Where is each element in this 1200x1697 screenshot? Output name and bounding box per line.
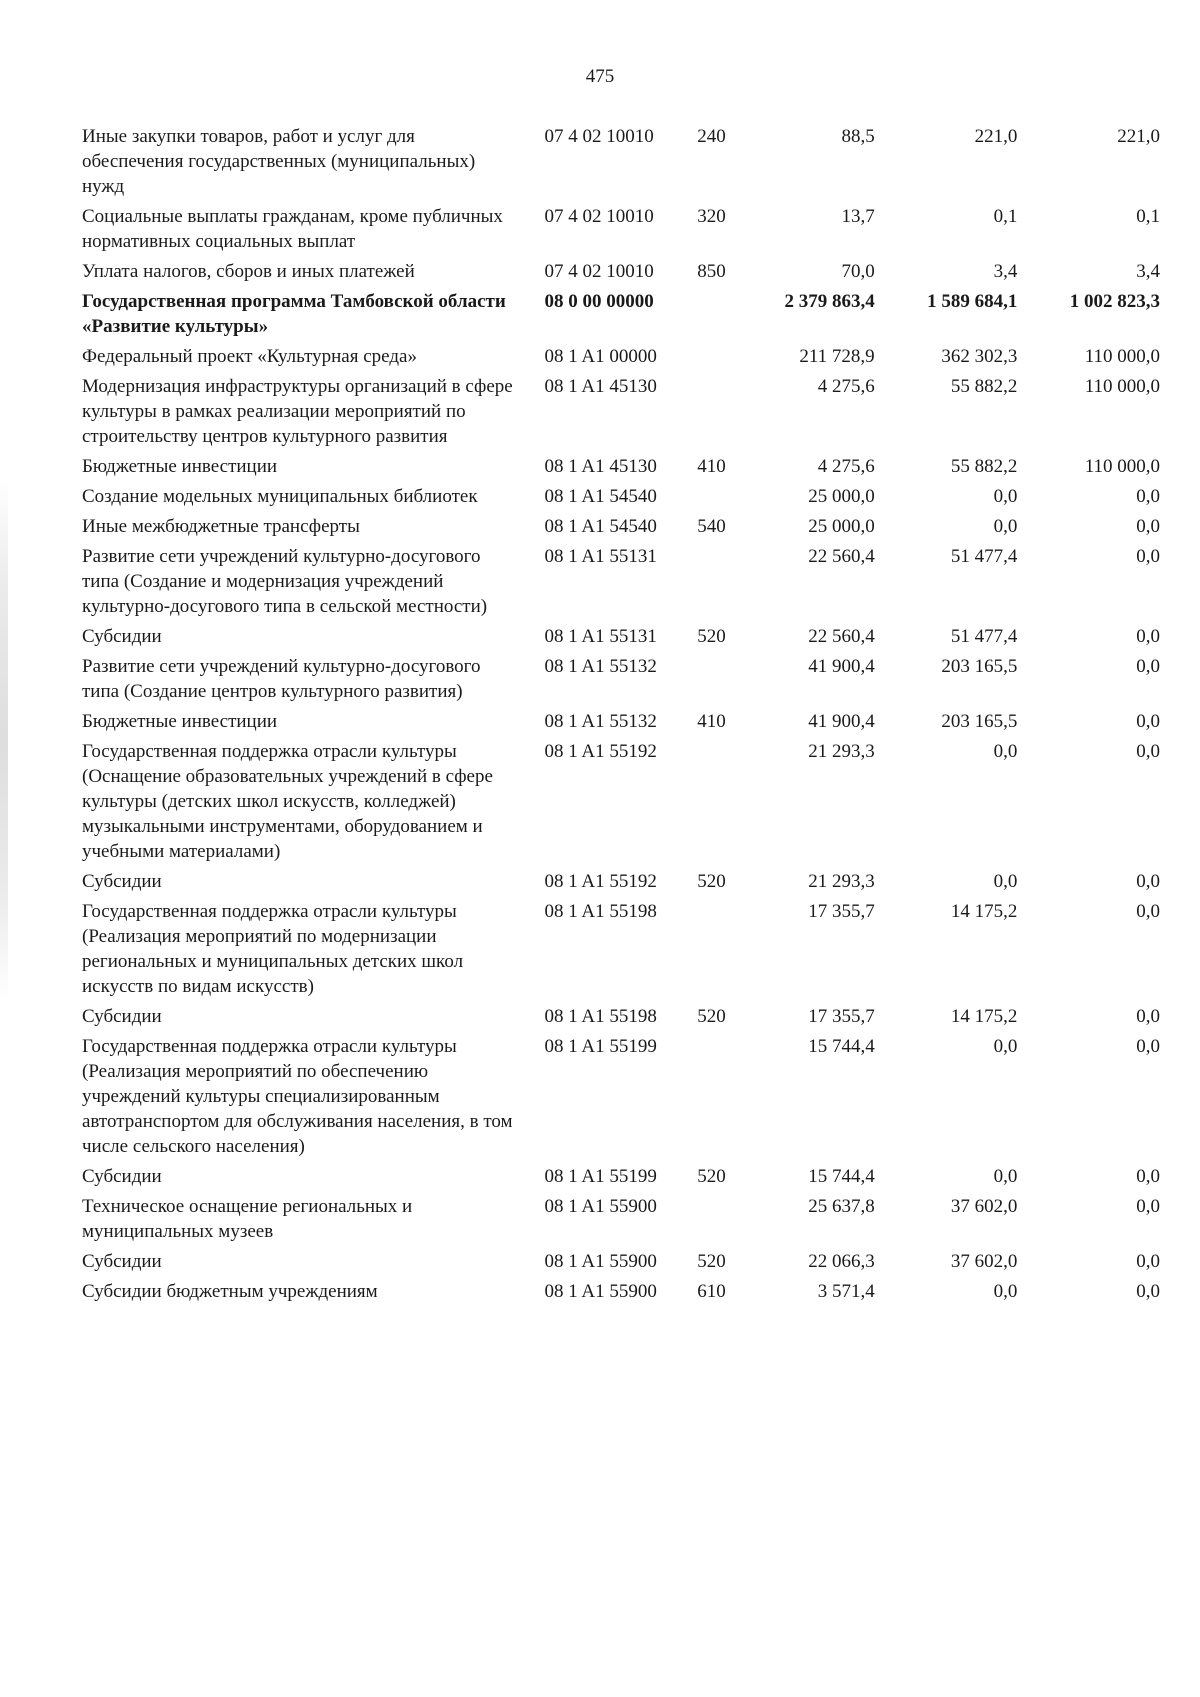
row-code-text: 08 1 A1 55199 <box>544 1036 657 1057</box>
row-name-cell <box>82 1249 538 1279</box>
row-name-cell <box>82 869 538 899</box>
row-name-text: Государственная программа Тамбовской области «Развитие культуры» <box>82 291 506 337</box>
row-value-2024-text: 0,0 <box>1136 516 1160 537</box>
row-value-2024-text: 0,0 <box>1136 1196 1160 1217</box>
row-value-2022-cell <box>747 739 874 869</box>
row-name-cell <box>82 344 538 374</box>
row-name-text: Развитие сети учреждений культурно-досугового типа (Создание и модернизация учреждений культурно-досугового типа в сельской местности) <box>82 546 488 617</box>
row-value-2023-text: 0,1 <box>993 206 1018 227</box>
row-value-2024-cell <box>1017 1034 1160 1164</box>
row-code-text: 08 1 A1 55132 <box>544 656 657 677</box>
row-code-cell <box>538 124 691 204</box>
row-value-2024-cell <box>1017 289 1160 344</box>
row-value-2024-text: 0,0 <box>1136 871 1160 892</box>
row-value-2024-cell <box>1017 869 1160 899</box>
row-code-text: 08 1 A1 55131 <box>544 546 657 567</box>
row-value-2023-cell <box>875 869 1018 899</box>
row-name-cell <box>82 514 538 544</box>
row-name-text: Субсидии <box>82 1006 162 1027</box>
row-code-cell <box>538 1249 691 1279</box>
row-value-2022-cell <box>747 204 874 259</box>
row-code-cell <box>538 709 691 739</box>
row-value-2023-cell <box>875 1249 1018 1279</box>
row-code-cell <box>538 204 691 259</box>
row-value-2022-cell <box>747 1194 874 1249</box>
row-value-2023-text: 1 589 684,1 <box>927 291 1018 312</box>
row-type-cell <box>691 344 747 374</box>
row-value-2023-cell <box>875 204 1018 259</box>
row-value-2024-text: 0,0 <box>1136 711 1160 732</box>
row-value-2022-text: 17 355,7 <box>808 1006 875 1027</box>
row-value-2024-cell <box>1017 514 1160 544</box>
row-value-2022-cell <box>747 1249 874 1279</box>
row-code-cell <box>538 739 691 869</box>
row-value-2023-text: 362 302,3 <box>941 346 1018 367</box>
row-value-2022-text: 22 560,4 <box>808 626 875 647</box>
row-value-2024-text: 0,0 <box>1136 1251 1160 1272</box>
row-code-text: 08 1 A1 55131 <box>544 626 657 647</box>
row-value-2024-text: 221,0 <box>1117 126 1160 147</box>
row-type-text: 520 <box>697 1166 726 1187</box>
row-value-2023-text: 0,0 <box>993 1036 1018 1057</box>
row-value-2023-text: 37 602,0 <box>950 1196 1018 1217</box>
row-value-2023-cell <box>875 544 1018 624</box>
row-name-text: Субсидии <box>82 626 162 647</box>
row-value-2023-text: 37 602,0 <box>950 1251 1018 1272</box>
row-type-text: 410 <box>697 456 726 477</box>
row-value-2022-cell <box>747 624 874 654</box>
row-type-cell <box>691 1194 747 1249</box>
row-value-2024-text: 0,0 <box>1136 1036 1160 1057</box>
row-value-2024-text: 0,0 <box>1136 486 1160 507</box>
table-row <box>82 514 1160 544</box>
row-name-cell <box>82 454 538 484</box>
row-code-text: 08 1 A1 45130 <box>544 456 657 477</box>
row-value-2024-text: 0,0 <box>1136 546 1160 567</box>
row-value-2022-text: 25 637,8 <box>808 1196 875 1217</box>
row-value-2022-text: 3 571,4 <box>817 1281 875 1302</box>
row-value-2024-cell <box>1017 709 1160 739</box>
row-name-cell <box>82 899 538 1004</box>
row-value-2024-text: 0,0 <box>1136 1281 1160 1302</box>
row-value-2022-cell <box>747 514 874 544</box>
table-row <box>82 124 1160 204</box>
row-name-cell <box>82 204 538 259</box>
row-value-2023-text: 55 882,2 <box>950 456 1018 477</box>
row-code-cell <box>538 484 691 514</box>
row-value-2022-cell <box>747 1164 874 1194</box>
row-value-2022-cell <box>747 869 874 899</box>
row-name-text: Социальные выплаты гражданам, кроме публичных нормативных социальных выплат <box>82 206 503 252</box>
row-value-2024-text: 0,0 <box>1136 626 1160 647</box>
row-value-2022-cell <box>747 374 874 454</box>
row-value-2022-cell <box>747 124 874 204</box>
row-type-text: 520 <box>697 626 726 647</box>
row-name-text: Субсидии <box>82 1251 162 1272</box>
row-name-cell <box>82 484 538 514</box>
row-value-2023-cell <box>875 454 1018 484</box>
row-value-2022-text: 88,5 <box>841 126 875 147</box>
row-value-2024-cell <box>1017 544 1160 624</box>
row-value-2022-cell <box>747 899 874 1004</box>
row-value-2022-cell <box>747 1279 874 1309</box>
row-value-2024-cell <box>1017 124 1160 204</box>
row-value-2024-cell <box>1017 739 1160 869</box>
row-value-2023-cell <box>875 654 1018 709</box>
row-name-text: Государственная поддержка отрасли культуры (Реализация мероприятий по модернизации региональных и муниципальных детских школ искусств по видам искусств) <box>82 901 464 997</box>
table-row <box>82 869 1160 899</box>
row-value-2022-cell <box>747 654 874 709</box>
row-name-text: Модернизация инфраструктуры организаций в сфере культуры в рамках реализации мероприятий по строительству центров культурного развития <box>82 376 513 447</box>
row-name-cell <box>82 1164 538 1194</box>
row-value-2024-text: 1 002 823,3 <box>1069 291 1160 312</box>
row-code-text: 08 1 A1 45130 <box>544 376 657 397</box>
row-type-cell <box>691 869 747 899</box>
table-row <box>82 1249 1160 1279</box>
row-value-2024-text: 0,0 <box>1136 901 1160 922</box>
row-type-cell <box>691 259 747 289</box>
row-value-2022-text: 13,7 <box>841 206 875 227</box>
row-value-2023-cell <box>875 344 1018 374</box>
row-value-2022-cell <box>747 1004 874 1034</box>
row-value-2024-text: 0,0 <box>1136 1006 1160 1027</box>
row-name-text: Бюджетные инвестиции <box>82 456 278 477</box>
table-row <box>82 344 1160 374</box>
row-value-2023-text: 51 477,4 <box>950 626 1018 647</box>
row-value-2023-cell <box>875 1279 1018 1309</box>
table-row <box>82 454 1160 484</box>
row-value-2022-text: 22 066,3 <box>808 1251 875 1272</box>
table-row <box>82 484 1160 514</box>
row-code-text: 08 1 A1 55900 <box>544 1196 657 1217</box>
row-value-2023-cell <box>875 1034 1018 1164</box>
row-value-2022-text: 15 744,4 <box>808 1166 875 1187</box>
row-name-text: Техническое оснащение региональных и муниципальных музеев <box>82 1196 413 1242</box>
row-code-cell <box>538 454 691 484</box>
table-row <box>82 259 1160 289</box>
row-name-text: Бюджетные инвестиции <box>82 711 278 732</box>
row-value-2024-cell <box>1017 1279 1160 1309</box>
row-name-cell <box>82 124 538 204</box>
row-value-2024-cell <box>1017 374 1160 454</box>
row-type-cell <box>691 739 747 869</box>
row-type-cell <box>691 1004 747 1034</box>
row-value-2023-text: 55 882,2 <box>950 376 1018 397</box>
row-code-cell <box>538 1194 691 1249</box>
row-type-cell <box>691 204 747 259</box>
row-name-cell <box>82 1034 538 1164</box>
row-value-2024-cell <box>1017 454 1160 484</box>
budget-table <box>82 124 1160 1309</box>
row-code-cell <box>538 289 691 344</box>
row-type-text: 520 <box>697 871 726 892</box>
row-value-2023-cell <box>875 259 1018 289</box>
table-row <box>82 1194 1160 1249</box>
row-name-cell <box>82 1194 538 1249</box>
table-row <box>82 624 1160 654</box>
row-value-2022-cell <box>747 484 874 514</box>
row-code-text: 08 1 A1 55199 <box>544 1166 657 1187</box>
row-name-cell <box>82 624 538 654</box>
row-code-cell <box>538 374 691 454</box>
row-code-text: 08 1 A1 00000 <box>544 346 657 367</box>
table-row <box>82 899 1160 1004</box>
row-type-cell <box>691 454 747 484</box>
row-value-2024-text: 110 000,0 <box>1084 346 1160 367</box>
row-code-text: 08 1 A1 55900 <box>544 1251 657 1272</box>
row-value-2022-text: 41 900,4 <box>808 711 875 732</box>
row-value-2023-text: 0,0 <box>993 1281 1018 1302</box>
row-name-text: Субсидии <box>82 871 162 892</box>
page-number: 475 <box>585 66 615 87</box>
row-value-2023-text: 221,0 <box>974 126 1018 147</box>
row-type-cell <box>691 1164 747 1194</box>
row-type-text: 610 <box>697 1281 726 1302</box>
row-value-2022-text: 15 744,4 <box>808 1036 875 1057</box>
table-row <box>82 709 1160 739</box>
table-row <box>82 739 1160 869</box>
row-type-cell <box>691 289 747 344</box>
row-value-2022-cell <box>747 544 874 624</box>
row-name-text: Создание модельных муниципальных библиотек <box>82 486 478 507</box>
row-code-cell <box>538 1279 691 1309</box>
row-type-text: 410 <box>697 711 726 732</box>
row-type-text: 320 <box>697 206 726 227</box>
row-type-cell <box>691 654 747 709</box>
row-name-text: Уплата налогов, сборов и иных платежей <box>82 261 415 282</box>
row-value-2024-cell <box>1017 204 1160 259</box>
row-code-text: 08 1 A1 55132 <box>544 711 657 732</box>
table-row <box>82 1279 1160 1309</box>
table-row <box>82 1164 1160 1194</box>
row-value-2023-cell <box>875 1004 1018 1034</box>
row-value-2023-text: 3,4 <box>993 261 1018 282</box>
row-value-2024-cell <box>1017 484 1160 514</box>
row-value-2024-cell <box>1017 899 1160 1004</box>
table-row <box>82 544 1160 624</box>
row-value-2022-text: 2 379 863,4 <box>784 291 875 312</box>
row-value-2024-cell <box>1017 1164 1160 1194</box>
row-value-2024-cell <box>1017 1194 1160 1249</box>
row-value-2023-text: 14 175,2 <box>950 1006 1018 1027</box>
row-value-2022-cell <box>747 454 874 484</box>
row-code-cell <box>538 514 691 544</box>
row-type-cell <box>691 709 747 739</box>
row-value-2023-cell <box>875 1194 1018 1249</box>
row-type-cell <box>691 514 747 544</box>
row-value-2023-cell <box>875 709 1018 739</box>
row-value-2024-cell <box>1017 624 1160 654</box>
row-code-text: 08 0 00 00000 <box>544 291 654 312</box>
row-name-cell <box>82 259 538 289</box>
row-value-2023-cell <box>875 739 1018 869</box>
row-type-cell <box>691 1249 747 1279</box>
row-code-text: 08 1 A1 55198 <box>544 901 657 922</box>
table-row <box>82 1034 1160 1164</box>
row-name-text: Развитие сети учреждений культурно-досугового типа (Создание центров культурного развития) <box>82 656 481 702</box>
row-name-text: Государственная поддержка отрасли культуры (Реализация мероприятий по обеспечению учреждений культуры специализированным автотранспортом для обслуживания населения, в том числе сельского населения) <box>82 1036 513 1157</box>
row-code-cell <box>538 869 691 899</box>
row-value-2022-cell <box>747 344 874 374</box>
row-value-2023-text: 0,0 <box>993 1166 1018 1187</box>
row-name-cell <box>82 374 538 454</box>
row-value-2023-text: 0,0 <box>993 871 1018 892</box>
row-name-text: Субсидии бюджетным учреждениям <box>82 1281 378 1302</box>
row-value-2022-cell <box>747 289 874 344</box>
row-name-text: Федеральный проект «Культурная среда» <box>82 346 417 367</box>
row-code-text: 08 1 A1 55192 <box>544 741 657 762</box>
row-type-cell <box>691 484 747 514</box>
table-row <box>82 1004 1160 1034</box>
row-code-text: 08 1 A1 54540 <box>544 486 657 507</box>
row-name-text: Субсидии <box>82 1166 162 1187</box>
row-code-cell <box>538 899 691 1004</box>
row-value-2024-text: 3,4 <box>1136 261 1160 282</box>
row-value-2022-text: 21 293,3 <box>808 871 875 892</box>
row-value-2023-cell <box>875 374 1018 454</box>
row-code-cell <box>538 259 691 289</box>
row-value-2023-cell <box>875 289 1018 344</box>
row-value-2024-text: 0,1 <box>1136 206 1160 227</box>
row-type-cell <box>691 1279 747 1309</box>
scan-edge-marks <box>0 480 8 1000</box>
row-type-text: 540 <box>697 516 726 537</box>
row-code-cell <box>538 344 691 374</box>
row-type-text: 240 <box>697 126 726 147</box>
row-type-text: 850 <box>697 261 726 282</box>
row-value-2022-cell <box>747 709 874 739</box>
row-value-2023-text: 203 165,5 <box>941 711 1018 732</box>
table-row <box>82 204 1160 259</box>
table-row <box>82 289 1160 344</box>
row-name-cell <box>82 1279 538 1309</box>
row-value-2023-cell <box>875 899 1018 1004</box>
row-value-2022-text: 70,0 <box>841 261 875 282</box>
row-value-2022-cell <box>747 259 874 289</box>
table-row <box>82 654 1160 709</box>
row-code-cell <box>538 624 691 654</box>
row-name-cell <box>82 544 538 624</box>
row-code-cell <box>538 1004 691 1034</box>
row-code-text: 07 4 02 10010 <box>544 126 654 147</box>
row-value-2022-text: 4 275,6 <box>817 376 875 397</box>
row-type-cell <box>691 124 747 204</box>
row-value-2023-cell <box>875 624 1018 654</box>
row-value-2022-text: 17 355,7 <box>808 901 875 922</box>
row-code-cell <box>538 654 691 709</box>
row-value-2022-cell <box>747 1034 874 1164</box>
row-name-text: Иные закупки товаров, работ и услуг для обеспечения государственных (муниципальных) нужд <box>82 126 476 197</box>
row-code-cell <box>538 1034 691 1164</box>
row-value-2022-text: 211 728,9 <box>799 346 875 367</box>
row-value-2023-cell <box>875 1164 1018 1194</box>
row-name-cell <box>82 739 538 869</box>
row-value-2024-cell <box>1017 344 1160 374</box>
row-value-2022-text: 25 000,0 <box>808 486 875 507</box>
row-name-cell <box>82 654 538 709</box>
row-code-text: 07 4 02 10010 <box>544 261 654 282</box>
row-value-2023-cell <box>875 484 1018 514</box>
row-value-2024-text: 110 000,0 <box>1084 376 1160 397</box>
row-name-text: Иные межбюджетные трансферты <box>82 516 360 537</box>
row-value-2022-text: 21 293,3 <box>808 741 875 762</box>
row-value-2023-cell <box>875 124 1018 204</box>
row-value-2024-text: 0,0 <box>1136 741 1160 762</box>
row-value-2023-text: 0,0 <box>993 741 1018 762</box>
row-value-2024-text: 110 000,0 <box>1084 456 1160 477</box>
row-code-text: 07 4 02 10010 <box>544 206 654 227</box>
row-value-2023-text: 0,0 <box>993 486 1018 507</box>
row-value-2023-text: 203 165,5 <box>941 656 1018 677</box>
row-code-text: 08 1 A1 55192 <box>544 871 657 892</box>
row-value-2023-text: 0,0 <box>993 516 1018 537</box>
row-code-cell <box>538 1164 691 1194</box>
row-value-2023-text: 14 175,2 <box>950 901 1018 922</box>
row-value-2024-cell <box>1017 654 1160 709</box>
row-value-2023-cell <box>875 514 1018 544</box>
row-value-2022-text: 22 560,4 <box>808 546 875 567</box>
row-code-text: 08 1 A1 54540 <box>544 516 657 537</box>
row-type-cell <box>691 1034 747 1164</box>
row-type-cell <box>691 374 747 454</box>
row-type-cell <box>691 624 747 654</box>
row-name-cell <box>82 1004 538 1034</box>
row-value-2023-text: 51 477,4 <box>950 546 1018 567</box>
row-type-cell <box>691 544 747 624</box>
row-type-text: 520 <box>697 1251 726 1272</box>
row-value-2024-text: 0,0 <box>1136 656 1160 677</box>
row-code-text: 08 1 A1 55198 <box>544 1006 657 1027</box>
row-value-2022-text: 25 000,0 <box>808 516 875 537</box>
row-code-text: 08 1 A1 55900 <box>544 1281 657 1302</box>
table-row <box>82 374 1160 454</box>
row-name-cell <box>82 289 538 344</box>
row-value-2024-cell <box>1017 1249 1160 1279</box>
row-type-text: 520 <box>697 1006 726 1027</box>
budget-table-body <box>82 124 1160 1309</box>
row-code-cell <box>538 544 691 624</box>
row-value-2024-text: 0,0 <box>1136 1166 1160 1187</box>
row-value-2022-text: 4 275,6 <box>817 456 875 477</box>
row-name-cell <box>82 709 538 739</box>
row-name-text: Государственная поддержка отрасли культуры (Оснащение образовательных учреждений в сфере культуры (детских школ искусств, колледжей) музыкальными инструментами, оборудованием и учебными материалами) <box>82 741 493 862</box>
row-type-cell <box>691 899 747 1004</box>
row-value-2024-cell <box>1017 259 1160 289</box>
row-value-2022-text: 41 900,4 <box>808 656 875 677</box>
row-value-2024-cell <box>1017 1004 1160 1034</box>
